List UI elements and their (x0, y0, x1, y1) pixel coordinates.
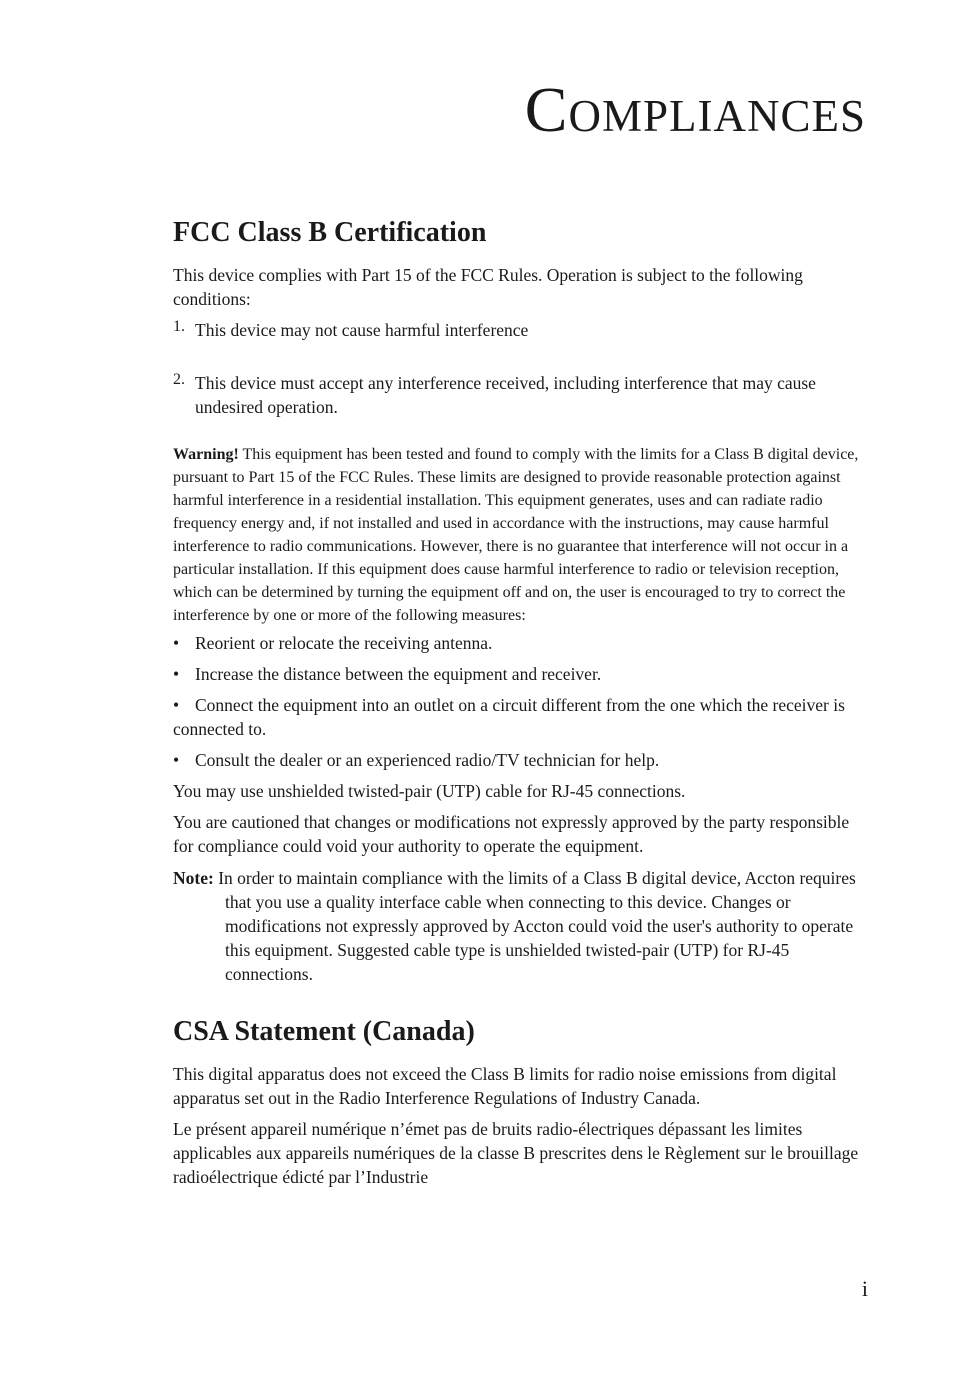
measure-item: • Reorient or relocate the receiving antenna. (173, 633, 493, 653)
utp-paragraph: You may use unshielded twisted-pair (UTP) cable for RJ-45 connections. (173, 781, 686, 801)
measure-text: Consult the dealer or an experienced radio/TV technician for help. (195, 750, 660, 770)
measure-item: • Consult the dealer or an experienced radio/TV technician for help. (173, 750, 660, 770)
note-label: Note: (173, 868, 214, 888)
condition-item (173, 318, 865, 349)
csa-english: This digital apparatus does not exceed the Class B limits for radio noise emissions from digital apparatus set out in the Radio Interference Regulations of Industry Canada. (173, 1064, 837, 1108)
measure-item: • Connect the equipment into an outlet on a circuit different from the one which the receiver is connected to. (173, 695, 845, 739)
fcc-heading: FCC Class B Certification (173, 217, 487, 248)
condition-number: 2. (173, 371, 185, 388)
csa-french: Le présent appareil numérique n’émet pas de bruits radio-électriques dépassant les limites applicables aux appareils numériques de la classe B prescrites dens le Règlement sur le brouillage radioélectrique édicté par l’Industrie (173, 1119, 859, 1187)
fcc-intro: This device complies with Part 15 of the FCC Rules. Operation is subject to the following conditions: (173, 265, 803, 309)
csa-heading: CSA Statement (Canada) (173, 1016, 475, 1047)
condition-text: This device must accept any interference received, including interference that may cause undesired operation. (195, 373, 816, 417)
warning-text: This equipment has been tested and found to comply with the limits for a Class B digital device, pursuant to Part 15 of the FCC Rules. These limits are designed to provide reasonable protection against harmful interference in a residential installation. This equipment generates, uses and can radiate radio frequency energy and, if not installed and used in accordance with the instructions, may cause harmful interference to radio communications. However, there is no guarantee that interference will not occur in a particular installation. If this equipment does cause harmful interference to radio or television reception, which can be determined by turning the equipment off and on, the user is encouraged to try to correct the interference by one or more of the following measures: (173, 446, 859, 624)
condition-text: This device may not cause harmful interference (195, 320, 529, 340)
warning-label: Warning! (173, 446, 239, 463)
condition-item (173, 371, 865, 426)
measure-item: • Increase the distance between the equipment and receiver. (173, 664, 602, 684)
condition-number: 1. (173, 318, 185, 335)
note-text: In order to maintain compliance with the limits of a Class B digital device, Accton requires that you use a quality interface cable when connecting to this device. Changes or modifications not expressly approved by Accton could void the user's authority to operate this equipment. Suggested cable type is unshielded twisted-pair (UTP) for RJ-45 connections. (213, 868, 856, 984)
warning-paragraph (173, 443, 865, 627)
measure-text: Increase the distance between the equipment and receiver. (195, 664, 602, 684)
measure-text: Connect the equipment into an outlet on a circuit different from the one which the receiver is connected to. (173, 695, 845, 739)
caution-paragraph: You are cautioned that changes or modifications not expressly approved by the party responsible for compliance could void your authority to operate the equipment. (173, 812, 850, 856)
page-number: i (861, 1276, 868, 1301)
content (173, 216, 865, 1196)
page-title: Compliances (524, 74, 866, 145)
note-paragraph (173, 866, 865, 986)
measure-text: Reorient or relocate the receiving antenna. (195, 633, 493, 653)
